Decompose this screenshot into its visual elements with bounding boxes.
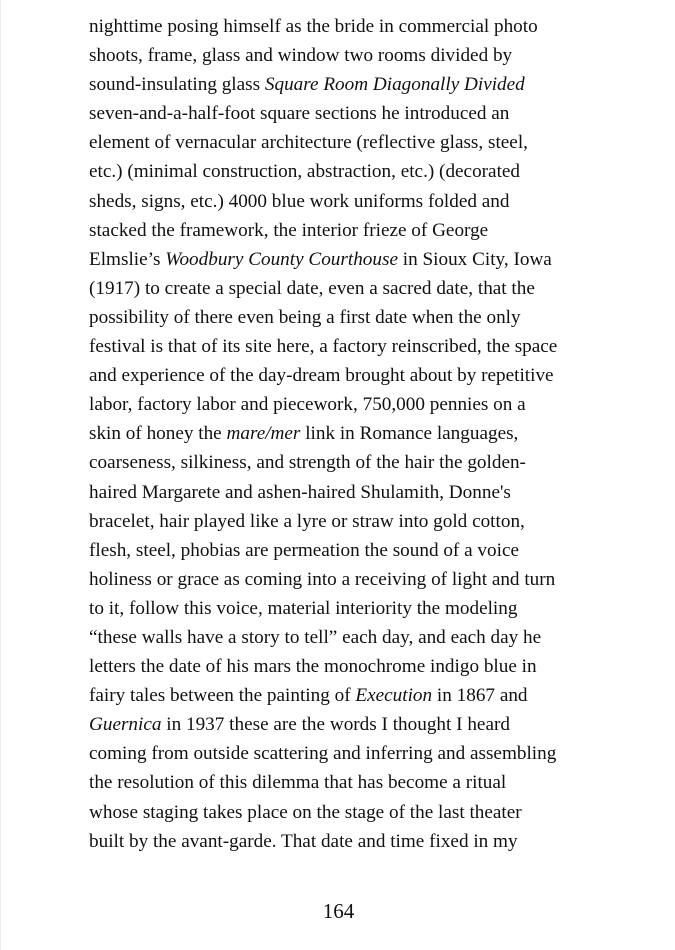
text-run: shoots, frame, glass and window two rooms divided by [89,45,513,67]
text-run: Elmslie’s [89,248,166,270]
text-run: link in Romance languages, [300,423,519,445]
text-line [89,710,609,739]
text-run: “these walls have a story to tell” each day, and each day he [89,626,542,648]
text-line [89,216,609,245]
text-run: the resolution of this dilemma that has become a ritual [89,772,507,794]
text-line [89,157,609,186]
text-run: coming from outside scattering and inferring and assembling [89,743,557,765]
text-run: stacked the framework, the interior frieze of George [89,219,489,241]
text-line [89,478,609,507]
text-line [89,739,609,768]
text-line [89,798,609,827]
text-run: festival is that of its site here, a factory reinscribed, the space [89,336,558,358]
text-line [89,419,609,448]
text-line [89,623,609,652]
italic-title: mare/mer [226,423,301,445]
text-run: possibility of there even being a first date when the only [89,306,521,328]
text-line [89,12,609,41]
text-run: built by the avant-garde. That date and time fixed in my [89,830,518,852]
text-line [89,332,609,361]
text-run: (1917) to create a special date, even a sacred date, that the [89,277,535,299]
text-run: flesh, steel, phobias are permeation the sound of a voice [89,539,519,561]
text-line [89,652,609,681]
text-run: whose staging takes place on the stage of the last theater [89,801,522,823]
text-line [89,70,609,99]
page-number: 164 [322,899,355,923]
text-line [89,536,609,565]
text-run: element of vernacular architecture (reflective glass, steel, [89,132,528,154]
text-line [89,187,609,216]
page-body-text [89,12,609,856]
text-run: sheds, signs, etc.) 4000 blue work uniforms folded and [89,190,510,212]
text-line [89,99,609,128]
text-run: and experience of the day-dream brought about by repetitive [89,365,554,387]
text-run: coarseness, silkiness, and strength of the hair the golden- [89,452,526,474]
text-run: skin of honey the [89,423,227,445]
italic-title: Square Room Diagonally Divided [264,74,525,96]
text-line [89,827,609,856]
text-run: labor, factory labor and piecework, 750,000 pennies on a [89,394,526,416]
text-run: bracelet, hair played like a lyre or straw into gold cotton, [89,510,525,532]
text-line [89,303,609,332]
text-line [89,594,609,623]
text-line [89,274,609,303]
text-line [89,361,609,390]
text-run: haired Margarete and ashen-haired Shulamith, Donne's [89,481,511,503]
italic-title: Execution [355,685,433,707]
italic-title: Guernica [89,714,162,736]
text-line [89,565,609,594]
text-line [89,681,609,710]
text-line [89,390,609,419]
text-run: etc.) (minimal construction, abstraction, etc.) (decorated [89,161,521,183]
text-run: to it, follow this voice, material interiority the modeling [89,597,518,619]
text-line [89,448,609,477]
text-run: in Sioux City, Iowa [397,248,552,270]
text-line [89,128,609,157]
text-run: nighttime posing himself as the bride in commercial photo [89,16,538,37]
text-line [89,245,609,274]
text-run: fairy tales between the painting of [89,685,356,707]
italic-title: Woodbury County Courthouse [165,248,398,270]
text-line [89,41,609,70]
text-run: seven-and-a-half-foot square sections he introduced an [89,103,510,125]
text-run: sound-insulating glass [89,74,265,96]
text-run: holiness or grace as coming into a receiving of light and turn [89,568,556,590]
text-run: in 1867 and [432,685,528,707]
text-run: in 1937 these are the words I thought I heard [161,714,510,736]
text-line [89,768,609,797]
text-line [89,507,609,536]
text-run: letters the date of his mars the monochrome indigo blue in [89,656,537,678]
